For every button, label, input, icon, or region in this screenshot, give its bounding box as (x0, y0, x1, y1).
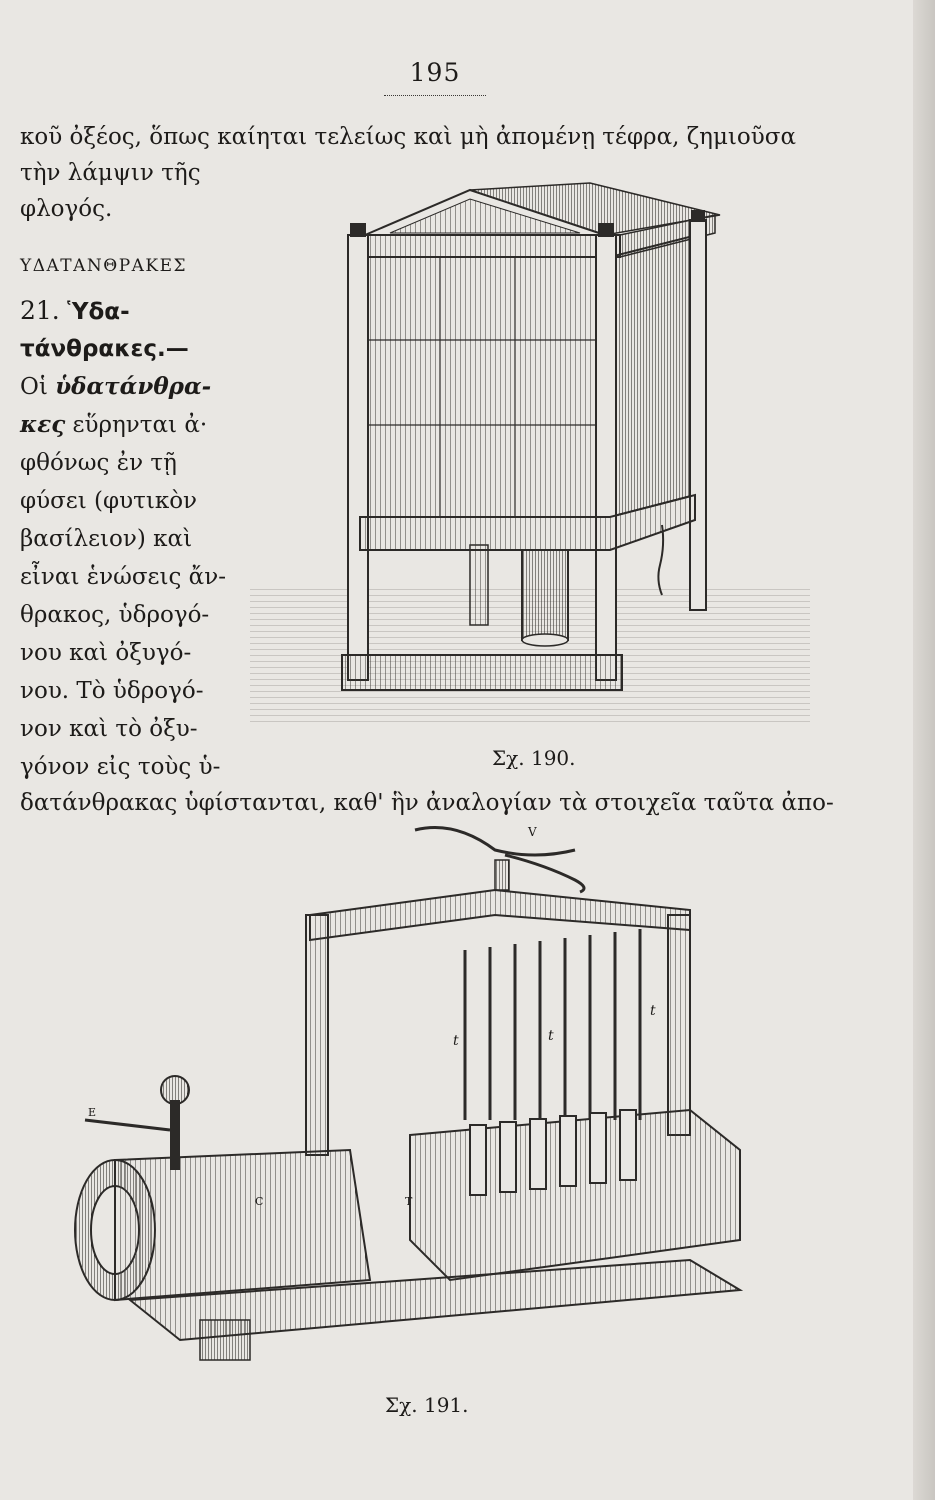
figure-191-illustration (70, 820, 770, 1380)
body-kes-rest: εὕρηνται ἀ· (72, 412, 208, 438)
section-title-line-1 (20, 296, 130, 327)
body-line-1 (20, 372, 211, 402)
section-number: 21. (20, 296, 60, 325)
body-line-12: δατάνθρακας ὑφίστανται, καθ' ἣν ἀναλογίαν τὰ στοιχεῖα ταῦτα ἀπο- (20, 790, 834, 816)
body-line-8: νου καὶ ὀξυγό- (20, 640, 192, 666)
section-heading: ΥΔΑΤΑΝΘΡΑΚΕΣ (20, 256, 188, 276)
intro-line-2: τὴν λάμψιν τῆς (20, 160, 201, 186)
fig191-label-e: E (88, 1106, 97, 1119)
intro-line-1: κοῦ ὀξέος, ὅπως καίηται τελείως καὶ μὴ ἀπομένῃ τέφρα, ζημιοῦσα (20, 124, 796, 150)
body-line-7: θρακος, ὑδρογό- (20, 602, 210, 628)
fig191-label-c: C (255, 1195, 264, 1208)
body-line-10: νον καὶ τὸ ὀξυ- (20, 716, 198, 742)
section-title-part-1: Ὑδα- (67, 299, 130, 325)
fig191-label-v: V (528, 825, 537, 839)
fig191-label-t2: t (548, 1028, 554, 1044)
page-number: 195 (409, 58, 461, 87)
page-edge-shadow (913, 0, 935, 1500)
figure-190-illustration (250, 175, 810, 740)
intro-line-3: φλογός. (20, 196, 113, 222)
page-number-rule (384, 95, 486, 96)
body-oi: Οἱ (20, 374, 48, 400)
body-line-2 (20, 410, 207, 440)
fig191-label-t3: t (650, 1003, 656, 1019)
body-line-5: βασίλειον) καὶ (20, 526, 193, 552)
section-title-part-2: τάνθρακες.— (20, 336, 189, 362)
body-kes-em: κες (20, 411, 66, 438)
body-line-6: εἶναι ἑνώσεις ἄν- (20, 564, 226, 590)
body-oi-em: ὑδατάνθρα- (55, 373, 212, 400)
body-line-4: φύσει (φυτικὸν (20, 488, 198, 514)
figure-190-caption: Σχ. 190. (492, 746, 576, 770)
figure-191-caption: Σχ. 191. (385, 1393, 469, 1417)
body-line-9: νου. Τὸ ὑδρογό- (20, 678, 204, 704)
body-line-11: γόνον εἰς τοὺς ὑ- (20, 754, 221, 780)
fig191-label-t1: t (453, 1033, 459, 1049)
body-line-3: φθόνως ἐν τῇ (20, 450, 177, 476)
fig191-label-t: T (405, 1195, 413, 1208)
